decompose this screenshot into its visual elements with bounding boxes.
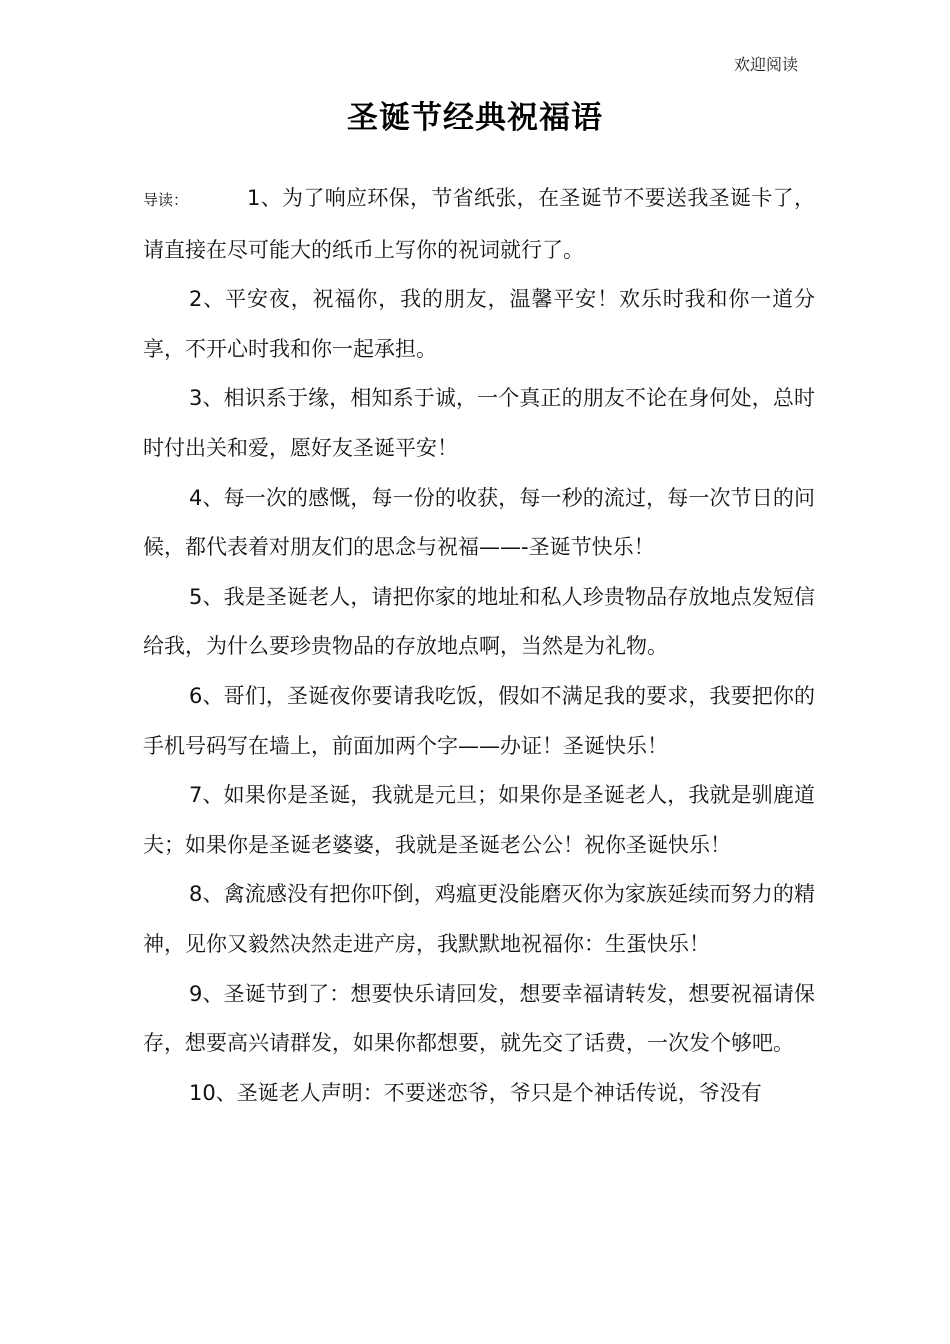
paragraph-2: 2、平安夜，祝福你，我的朋友，温馨平安！欢乐时我和你一道分享，不开心时我和你一起承担。 <box>143 287 815 361</box>
paragraph-7: 7、如果你是圣诞，我就是元旦；如果你是圣诞老人，我就是驯鹿道夫；如果你是圣诞老婆婆，我就是圣诞老公公！祝你圣诞快乐！ <box>143 783 815 857</box>
paragraph-1 <box>143 174 815 275</box>
lead-label: 导读： <box>143 191 189 209</box>
paragraph-3: 3、相识系于缘，相知系于诚，一个真正的朋友不论在身何处，总时时付出关和爱，愿好友圣诞平安！ <box>143 386 815 460</box>
paragraph-8: 8、禽流感没有把你吓倒，鸡瘟更没能磨灭你为家族延续而努力的精神，见你又毅然决然走进产房，我默默地祝福你：生蛋快乐！ <box>143 882 815 956</box>
paragraph-1-text: 1、为了响应环保，节省纸张，在圣诞节不要送我圣诞卡了，请直接在尽可能大的纸币上写你的祝词就行了。 <box>143 186 815 262</box>
document-body <box>143 174 815 1118</box>
header-note: 欢迎阅读 <box>733 55 798 74</box>
document-title: 圣诞节经典祝福语 <box>347 100 603 136</box>
paragraph-5: 5、我是圣诞老人，请把你家的地址和私人珍贵物品存放地点发短信给我，为什么要珍贵物品的存放地点啊，当然是为礼物。 <box>143 584 815 659</box>
paragraph-4: 4、每一次的感慨，每一份的收获，每一秒的流过，每一次节日的问候，都代表着对朋友们的思念与祝福——-圣诞节快乐！ <box>143 485 815 560</box>
paragraph-10: 10、圣诞老人声明：不要迷恋爷，爷只是个神话传说，爷没有 <box>189 1080 762 1105</box>
paragraph-9: 9、圣诞节到了：想要快乐请回发，想要幸福请转发，想要祝福请保存，想要高兴请群发，如果你都想要，就先交了话费，一次发个够吧。 <box>143 981 815 1056</box>
paragraph-6: 6、哥们，圣诞夜你要请我吃饭，假如不满足我的要求，我要把你的手机号码写在墙上，前面加两个字——办证！圣诞快乐！ <box>143 683 815 758</box>
